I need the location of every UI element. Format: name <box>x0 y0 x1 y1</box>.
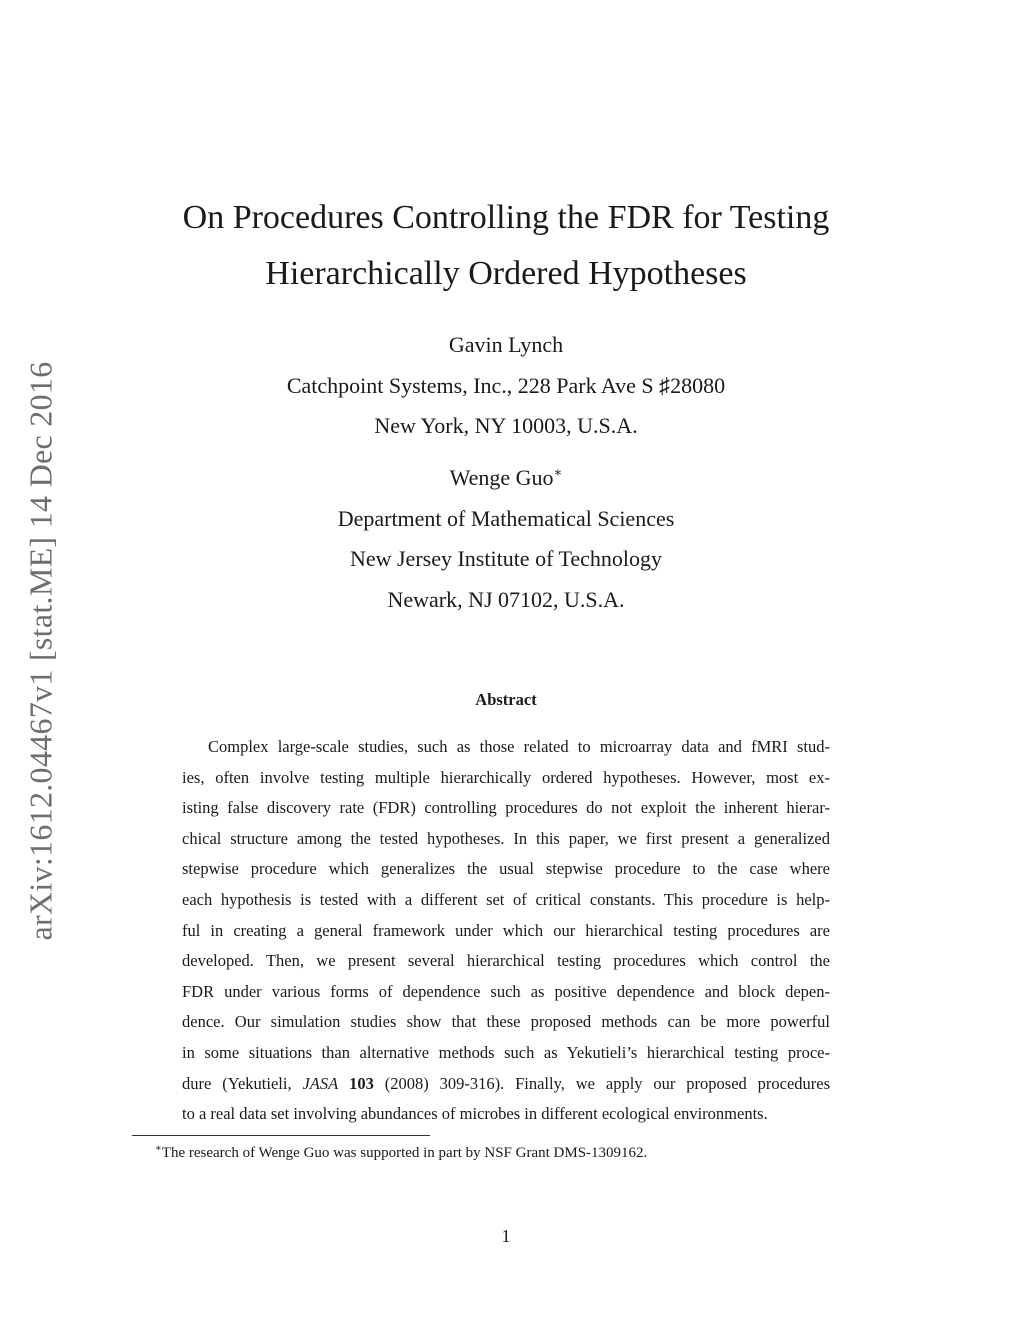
journal-name: JASA <box>302 1073 339 1093</box>
author-affiliation-line: Catchpoint Systems, Inc., 228 Park Ave S ♯28080 <box>286 372 726 398</box>
author-block-lynch <box>100 325 912 447</box>
citation-prefix: dure (Yekutieli, <box>182 1073 303 1093</box>
abstract-line: each hypothesis is tested with a different set of critical constants. This procedure is help- <box>182 889 830 909</box>
abstract-line: stepwise procedure which generalizes the usual stepwise procedure to the case where <box>182 859 830 879</box>
abstract-body <box>182 732 830 1130</box>
abstract-line-citation <box>182 1069 830 1100</box>
abstract-line: FDR under various forms of dependence such as positive dependence and block depen- <box>182 981 830 1001</box>
footnote-marker: ∗ <box>553 464 563 480</box>
author-block-guo <box>100 458 912 620</box>
author-affiliation-line: New Jersey Institute of Technology <box>349 546 663 571</box>
author-affiliation-line: New York, NY 10003, U.S.A. <box>374 413 638 438</box>
author-affiliation-line: Department of Mathematical Sciences <box>337 505 675 531</box>
abstract-heading: Abstract <box>475 690 537 709</box>
author-name-text: Wenge Guo <box>449 465 554 490</box>
journal-volume: 103 <box>349 1073 374 1093</box>
abstract-line: Complex large-scale studies, such as those related to microarray data and fMRI stud- <box>208 737 830 756</box>
page-number: 1 <box>501 1226 511 1246</box>
footnote-text: The research of Wenge Guo was supported in part by NSF Grant DMS-1309162. <box>161 1145 648 1161</box>
footnote-divider <box>132 1135 430 1136</box>
abstract-line: developed. Then, we present several hierarchical testing procedures which control the <box>182 951 830 971</box>
abstract-line: ies, often involve testing multiple hierarchically ordered hypotheses. However, most ex- <box>182 767 830 787</box>
author-name <box>100 325 912 366</box>
author-name-text: Gavin Lynch <box>448 332 564 357</box>
paper-title <box>100 190 912 302</box>
abstract-line: ful in creating a general framework under which our hierarchical testing procedures are <box>182 920 830 940</box>
footnote <box>155 1143 647 1163</box>
abstract-line: in some situations than alternative methods such as Yekutieli’s hierarchical testing proce- <box>182 1042 830 1062</box>
paper-title-line-2: Hierarchically Ordered Hypotheses <box>265 255 747 292</box>
arxiv-identifier-stamp: arXiv:1612.04467v1 [stat.ME] 14 Dec 2016 <box>22 361 59 941</box>
author-name <box>100 458 912 499</box>
abstract-line: dence. Our simulation studies show that these proposed methods can be more powerful <box>182 1012 830 1032</box>
footnote-marker: ∗ <box>155 1143 162 1154</box>
abstract-line: chical structure among the tested hypotheses. In this paper, we first present a generalized <box>182 828 830 848</box>
paper-title-line-1: On Procedures Controlling the FDR for Testing <box>182 199 830 236</box>
citation-suffix: (2008) 309-316). Finally, we apply our proposed procedures <box>373 1073 831 1093</box>
author-affiliation-line: Newark, NJ 07102, U.S.A. <box>387 586 625 612</box>
abstract-line: isting false discovery rate (FDR) controlling procedures do not exploit the inherent hierar- <box>182 798 830 818</box>
abstract-line: to a real data set involving abundances of microbes in different ecological environments. <box>182 1104 768 1124</box>
